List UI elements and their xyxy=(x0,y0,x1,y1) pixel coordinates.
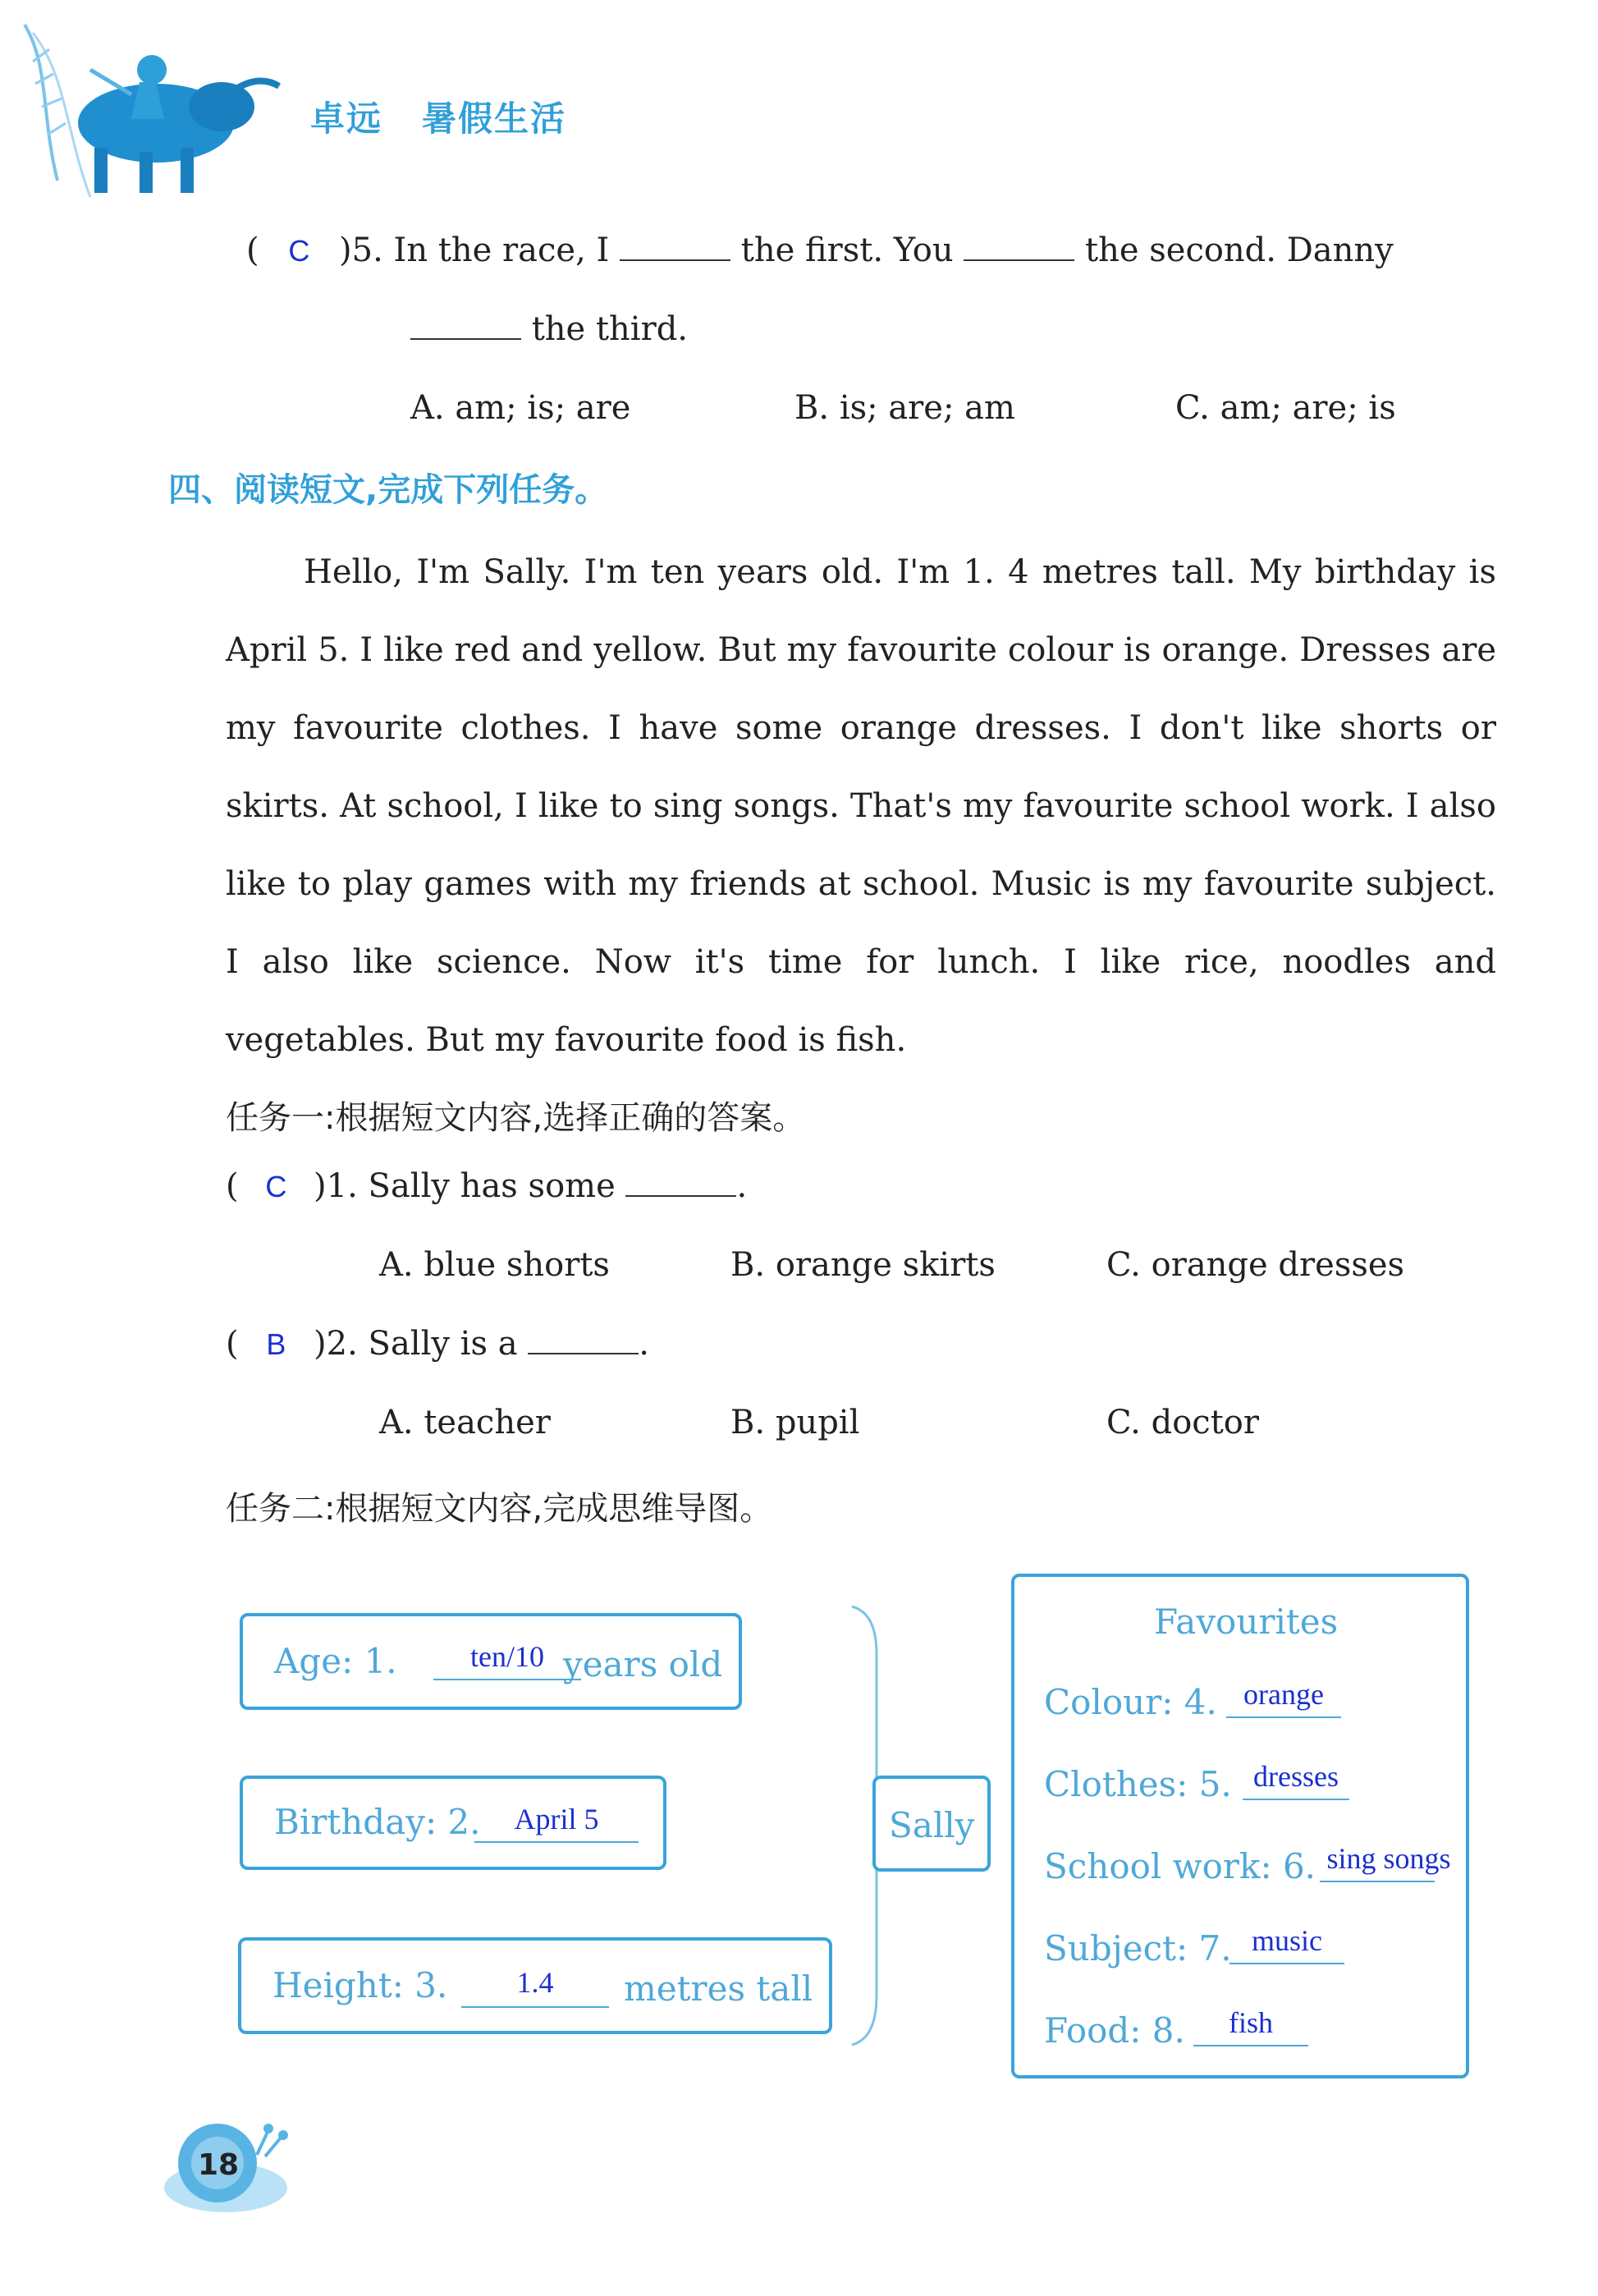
birthday-box xyxy=(240,1776,666,1870)
fav-subject-line xyxy=(1229,1963,1344,1964)
birthday-label: Birthday: 2. xyxy=(274,1802,481,1842)
reading-passage: Hello, I'm Sally. I'm ten years old. I'm 1. 4 metres tall. My birthday is April 5. I like red and yellow. But my favourite colour is orange. Dresses are my favourite clothes. I have some orange dresses. I don't like shorts or skirts. At school, I like to sing songs. That's my favourite school work. I also like to play games with my friends at school. Music is my favourite subject. I also like science. Now it's time for lunch. I like rice, noodles and vegetables. But my favourite food is fish. xyxy=(226,553,1496,1059)
task1-q1-blank xyxy=(625,1169,736,1197)
sally-label: Sally xyxy=(889,1805,975,1845)
height-answer: 1.4 xyxy=(516,1966,554,1999)
sally-box xyxy=(872,1776,991,1872)
task1-q2-blank xyxy=(528,1327,639,1354)
birthday-answer: April 5 xyxy=(514,1803,599,1835)
page-number: 18 xyxy=(198,2148,240,2182)
task1-q2-open-paren: ( xyxy=(226,1325,239,1363)
height-suffix: metres tall xyxy=(624,1968,813,2009)
brand-name: 卓远 xyxy=(310,99,383,139)
herdboy-on-buffalo-illustration xyxy=(16,16,312,205)
task1-q2 xyxy=(226,1325,649,1363)
q5-blank-2 xyxy=(964,233,1074,261)
q5-option-c: C. am; are; is xyxy=(1175,389,1396,427)
page-number-badge xyxy=(160,2106,291,2220)
q5-close-paren: ) xyxy=(339,231,352,269)
fav-food-label: Food: 8. xyxy=(1044,2010,1185,2051)
age-suffix: years old xyxy=(563,1644,723,1684)
q5-stem: 5. In the race, I xyxy=(351,231,610,269)
q5-open-paren: ( xyxy=(246,231,259,269)
task1-q1-option-b: B. orange skirts xyxy=(730,1246,996,1284)
favourites-box xyxy=(1011,1574,1469,2078)
task1-q2-option-a: A. teacher xyxy=(379,1404,551,1441)
task1-q1-end: . xyxy=(736,1167,748,1205)
fav-clothes-answer: dresses xyxy=(1253,1760,1339,1793)
birthday-answer-line xyxy=(474,1841,639,1843)
task1-q2-stem: 2. Sally is a xyxy=(326,1325,518,1363)
q5-part4: the third. xyxy=(531,310,689,348)
q5-option-a: A. am; is; are xyxy=(410,389,631,427)
favourites-title: Favourites xyxy=(1154,1602,1339,1642)
book-title xyxy=(310,92,566,141)
q5-line-1 xyxy=(246,231,1394,269)
task-1-title: 任务一:根据短文内容,选择正确的答案。 xyxy=(226,1099,806,1137)
fav-schoolwork-answer: sing songs xyxy=(1326,1842,1451,1875)
q5-blank-1 xyxy=(620,233,730,261)
task1-q2-option-b: B. pupil xyxy=(730,1404,860,1441)
age-label: Age: 1. xyxy=(274,1641,397,1681)
task1-q1-stem: 1. Sally has some xyxy=(326,1167,616,1205)
q5-part3: the second. Danny xyxy=(1085,231,1394,269)
task1-q1-answer: C xyxy=(265,1170,287,1203)
q5-part2: the first. You xyxy=(740,231,954,269)
fav-schoolwork-line xyxy=(1320,1881,1435,1882)
fav-subject-label: Subject: 7. xyxy=(1044,1928,1232,1968)
fav-food-answer: fish xyxy=(1229,2006,1273,2039)
q5-line-2 xyxy=(410,310,688,348)
task1-q1 xyxy=(226,1167,747,1205)
fav-food-line xyxy=(1193,2045,1308,2046)
age-answer-line xyxy=(433,1679,581,1680)
task1-q1-close-paren: ) xyxy=(314,1167,327,1205)
fav-clothes-label: Clothes: 5. xyxy=(1044,1764,1232,1804)
height-label: Height: 3. xyxy=(272,1965,448,2005)
q5-option-b: B. is; are; am xyxy=(794,389,1015,427)
fav-colour-label: Colour: 4. xyxy=(1044,1682,1217,1722)
fav-clothes-line xyxy=(1243,1799,1349,1800)
task1-q1-option-a: A. blue shorts xyxy=(379,1246,610,1284)
task1-q1-option-c: C. orange dresses xyxy=(1106,1246,1405,1284)
age-box xyxy=(240,1613,742,1710)
task-2-title: 任务二:根据短文内容,完成思维导图。 xyxy=(226,1490,773,1528)
series-name: 暑假生活 xyxy=(422,99,567,139)
section-4-title: 四、阅读短文,完成下列任务。 xyxy=(168,471,608,509)
height-box xyxy=(238,1937,832,2034)
fav-schoolwork-label: School work: 6. xyxy=(1044,1846,1316,1886)
page-header xyxy=(0,0,1598,213)
fav-colour-line xyxy=(1226,1716,1341,1718)
height-answer-line xyxy=(461,2006,609,2008)
fav-subject-answer: music xyxy=(1252,1924,1322,1957)
q5-blank-3 xyxy=(410,312,521,340)
fav-colour-answer: orange xyxy=(1243,1678,1324,1711)
task1-q2-end: . xyxy=(639,1325,650,1363)
task1-q1-open-paren: ( xyxy=(226,1167,239,1205)
task1-q2-close-paren: ) xyxy=(314,1325,327,1363)
task1-q2-answer: B xyxy=(266,1327,286,1361)
q5-answer: C xyxy=(288,234,310,268)
age-answer: ten/10 xyxy=(470,1640,544,1673)
task1-q2-option-c: C. doctor xyxy=(1106,1404,1259,1441)
